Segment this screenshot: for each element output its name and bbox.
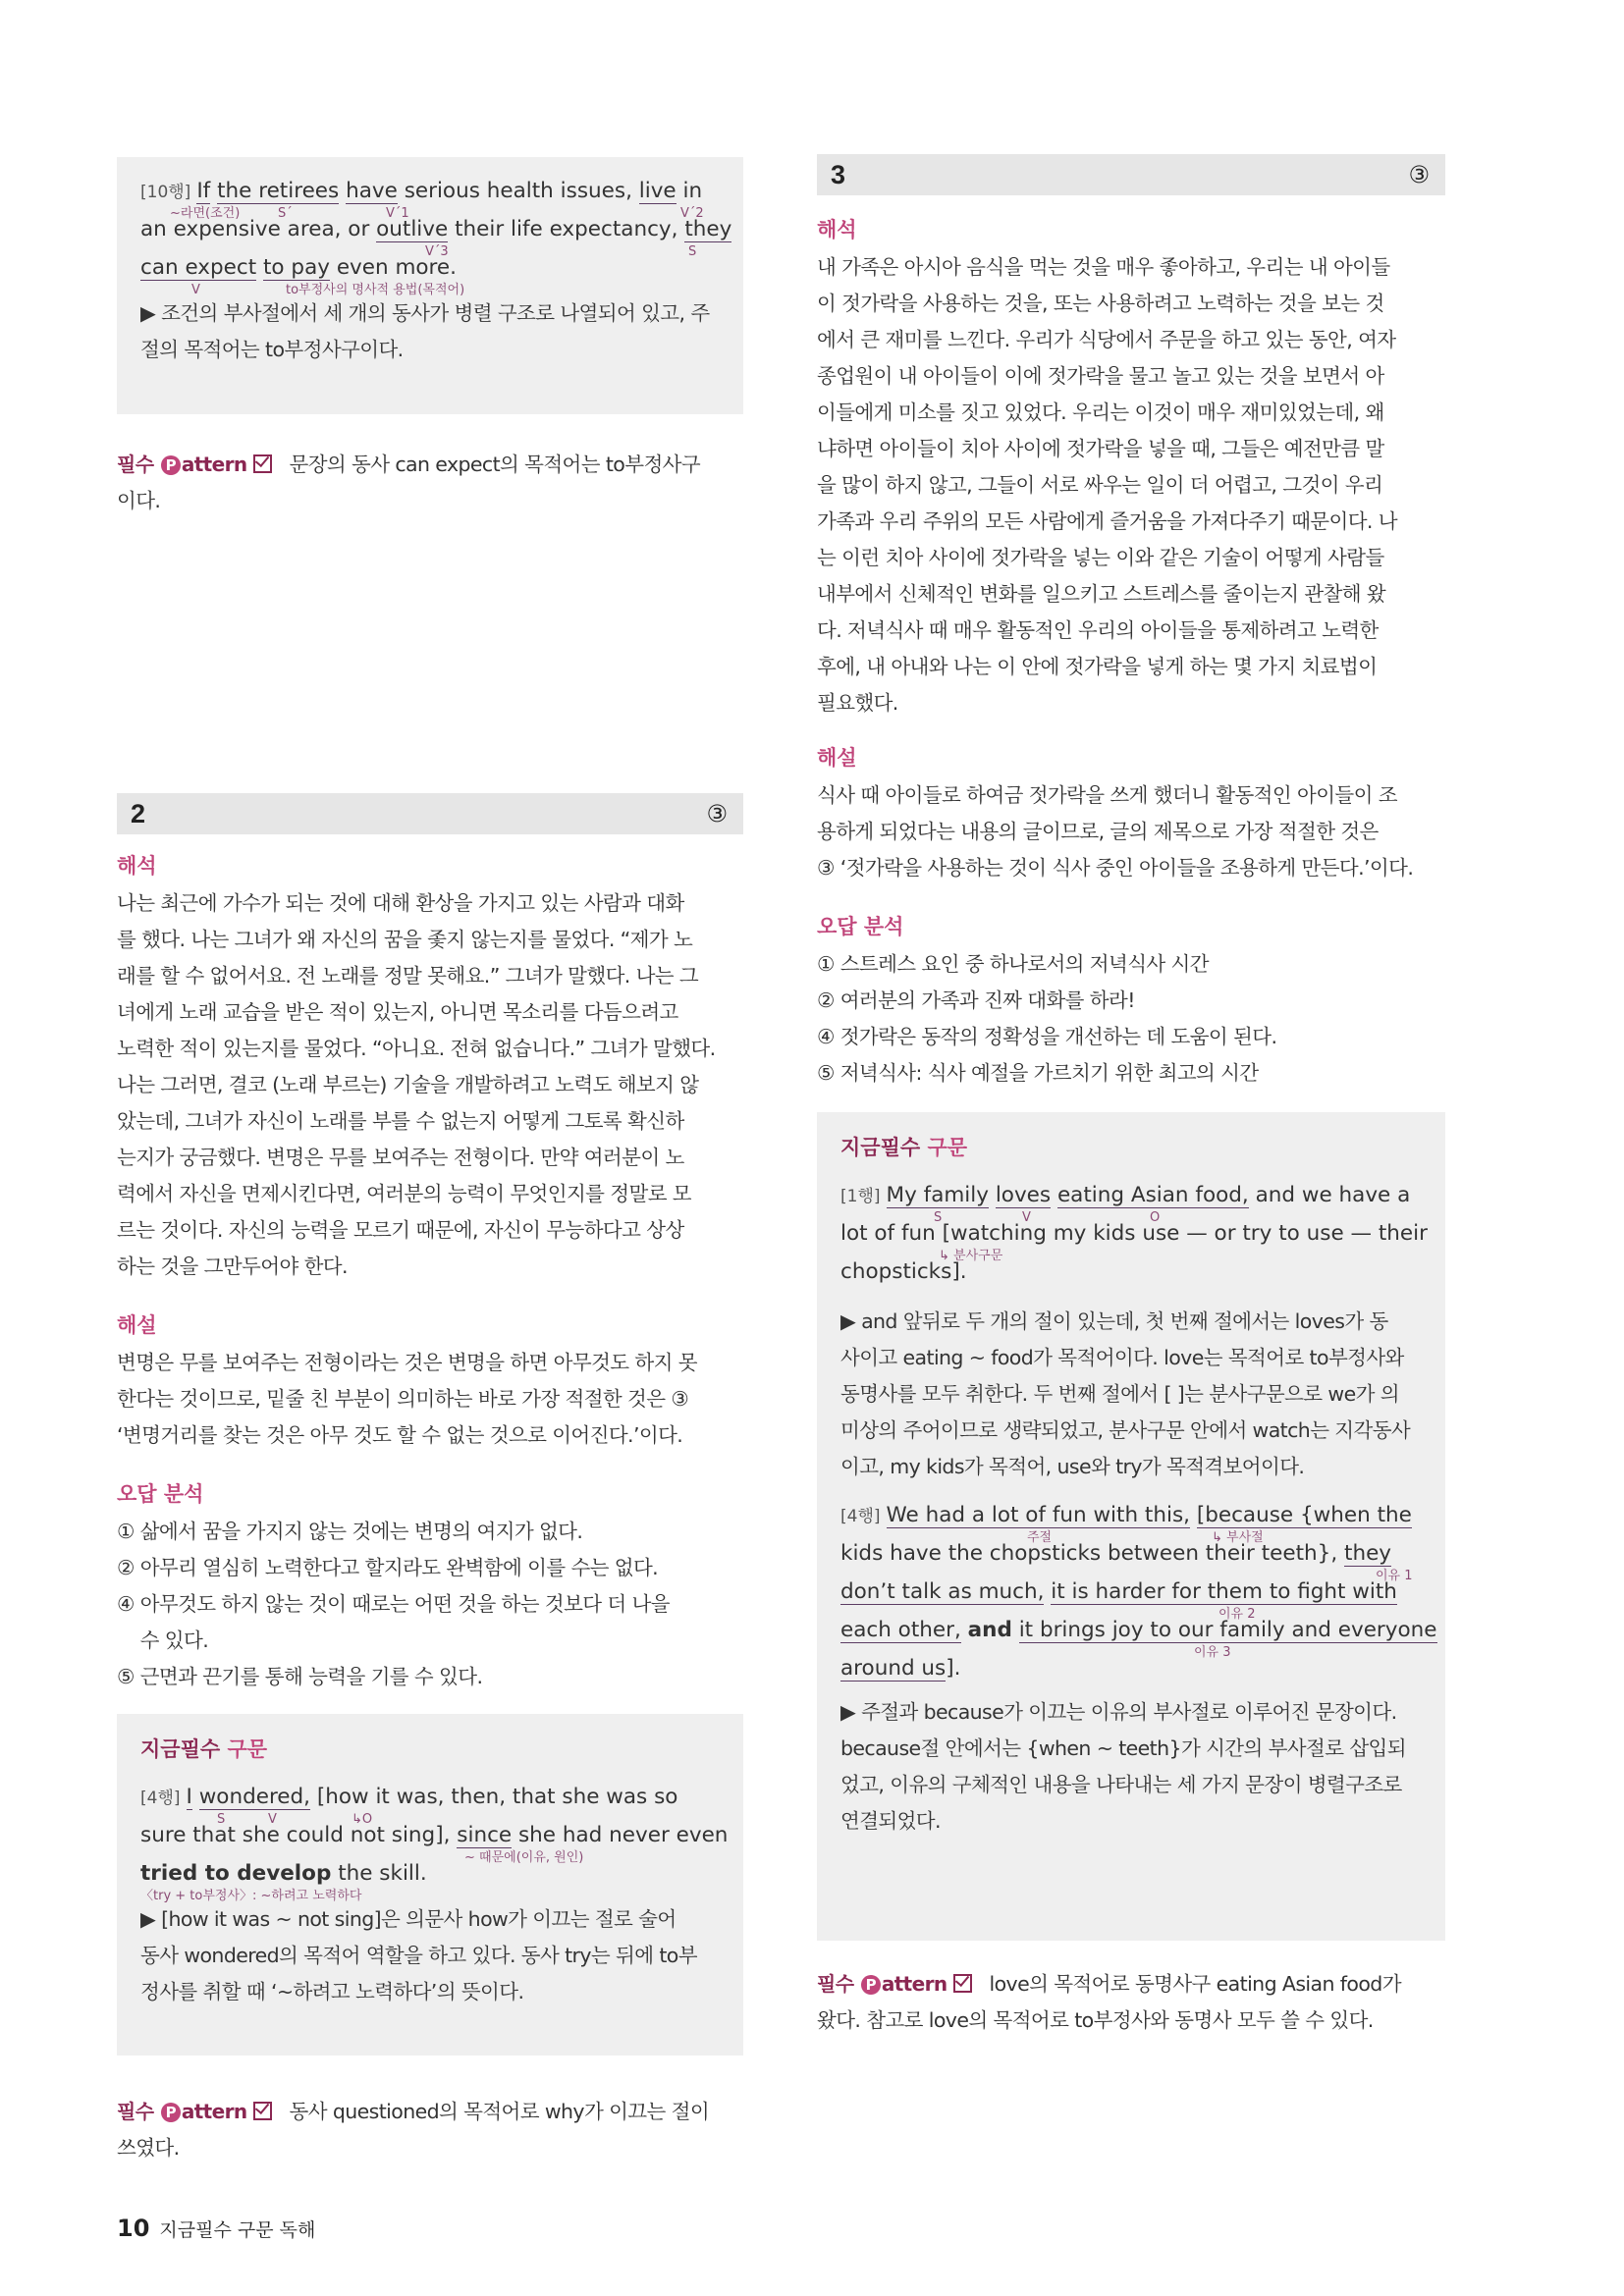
line-ref: [10행] xyxy=(140,183,191,202)
grammar-box-title: 지금필수 구문 xyxy=(840,1136,968,1159)
question-header-3 xyxy=(817,154,1445,195)
note-line: ▶ 조건의 부사절에서 세 개의 동사가 병렬 구조로 나열되어 있고, 주 xyxy=(140,301,710,325)
grammar-box-q2: 지금필수 구문 [4행] I wondered, [how it was, then, that she was so S V ↳O sure that she could not sing], since she had never even ~ 때문에(이유, 원인) tried to develop the skill. 〈try + to부정사〉: ~하려고 노력하다 ▶ [how it was ~ not sing]은 의문사 how가 이끄는 절로 술어 동사 wondered의 목적어 역할을 하고 있다. 동사 try는 뒤에 to부 정사를 취할 때 ‘~하려고 노력하다’의 뜻이다. xyxy=(117,1714,743,2056)
pattern-note-q3: 필수 P attern love의 목적어로 동명사구 eating Asian food가 왔다. 참고로 love의 목적어로 to부정사와 동명사 모두 쓸 수 있다. xyxy=(817,1966,1445,2039)
grammar-box-title: 지금필수 구문 xyxy=(140,1737,268,1761)
book-title: 지금필수 구문 독해 xyxy=(159,2219,316,2241)
annotation-row: ↳ 분사구문 xyxy=(939,1249,1003,1263)
section-title: 오답 분석 xyxy=(117,1482,204,1506)
question-number: 2 xyxy=(131,799,146,828)
answer-mark: ③ xyxy=(706,800,728,828)
page-number: 10 xyxy=(117,2215,150,2242)
annotation-row: S V O xyxy=(934,1210,1161,1225)
phrase-subject: the retirees xyxy=(217,179,340,203)
section-title: 해석 xyxy=(817,218,857,241)
verb-have: have xyxy=(346,179,398,203)
pattern-note-q1: 필수 P attern 문장의 동사 can expect의 목적어는 to부정사구 이다. xyxy=(117,447,743,519)
section-title: 오답 분석 xyxy=(817,915,904,938)
section-title: 해설 xyxy=(817,746,857,770)
annotation-row: ~라면(조건) S´ V´1 V´2 xyxy=(170,206,704,221)
verb-live: live xyxy=(638,179,677,203)
section-title: 해설 xyxy=(117,1313,157,1337)
right-column xyxy=(817,0,1445,2032)
pattern-label: 필수 P attern xyxy=(117,2094,272,2130)
pattern-label: 필수 P attern xyxy=(817,1966,972,2002)
page-footer xyxy=(117,2215,315,2242)
wrong-answer-section: 오답 분석 ① 스트레스 요인 중 하나로서의 저녁식사 시간 ② 여러분의 가족과 진짜 대화를 하라! ④ 젓가락은 동작의 정확성을 개선하는 데 도움이 된다. ⑤ 저녁식사: 식사 예절을 가르치기 위한 최고의 시간 xyxy=(817,907,1445,1092)
verb-outlive: outlive xyxy=(376,217,449,241)
pattern-note-q2: 필수 P attern 동사 questioned의 목적어로 why가 이끄는 절이 쓰였다. xyxy=(117,2094,743,2166)
pattern-label: 필수 P attern xyxy=(117,447,272,483)
annotation-row: 이유 3 xyxy=(1194,1645,1231,1660)
annotation-row: 이유 1 xyxy=(1376,1569,1413,1583)
explanation-section: 해설 식사 때 아이들로 하여금 젓가락을 쓰게 했더니 활동적인 아이들이 조 용하게 되었다는 내용의 글이므로, 글의 제목으로 가장 적절한 것은 ③ ‘젓가락을 사용하는 것이 식사 중인 아이들을 조용하게 만든다.’이다. xyxy=(817,738,1445,886)
note-line: 절의 목적어는 to부정사구이다. xyxy=(140,338,404,361)
annotation-row: S V ↳O xyxy=(217,1812,373,1827)
subject-they: they xyxy=(684,217,732,241)
question-header-2 xyxy=(117,793,743,834)
checkbox-icon xyxy=(253,454,272,473)
annotation-row: V to부정사의 명사적 용법(목적어) xyxy=(191,283,465,297)
translation-section: 해석 내 가족은 아시아 음식을 먹는 것을 매우 좋아하고, 우리는 내 아이들 이 젓가락을 사용하는 것을, 또는 사용하려고 노력하는 것을 보는 것 에서 큰 재미를 느낀다. 우리가 식당에서 주문을 하고 있는 동안, 여자 종업원이 내 아이들이 이에 젓가락을 물고 놀고 있는 것을 보면서 아 이들에게 미소를 짓고 있었다. 우리는 이것이 매우 재미있었는데, 왜 냐하면 아이들이 치아 사이에 젓가락을 넣을 때, 그들은 예전만큼 말 을 많이 하지 않고, 그들이 서로 싸우는 일이 더 어렵고, 그것이 우리 가족과 우리 주위의 모든 사람에게 즐거움을 가져다주기 때문이다. 나 는 이런 치아 사이에 젓가락을 넣는 이와 같은 기술이 어떻게 사람들 내부에서 신체적인 변화를 일으키고 스트레스를 줄이는지 관찰해 왔 다. 저녁식사 때 매우 활동적인 우리의 아이들을 통제하려고 노력한 후에, 내 아내와 나는 이 안에 젓가락을 넣게 하는 몇 가지 치료법이 필요했다. xyxy=(817,210,1445,721)
annotation-row: V´3 S xyxy=(425,244,697,259)
explanation-section: 해설 변명은 무를 보여주는 전형이라는 것은 변명을 하면 아무것도 하지 못 한다는 것이므로, 밑줄 친 부분이 의미하는 바로 가장 적절한 것은 ③ ‘변명거리를 찾는 것은 아무 것도 할 수 없는 것으로 이어진다.’이다. xyxy=(117,1306,743,1454)
answer-mark: ③ xyxy=(1408,161,1430,188)
annotation-row: 〈try + to부정사〉: ~하려고 노력하다 xyxy=(140,1889,362,1903)
word-if: If xyxy=(196,179,211,203)
p-badge-icon: P xyxy=(161,455,181,475)
annotation-row: ~ 때문에(이유, 원인) xyxy=(464,1850,584,1865)
translation-section: 해석 나는 최근에 가수가 되는 것에 대해 환상을 가지고 있는 사람과 대화 를 했다. 나는 그녀가 왜 자신의 꿈을 좇지 않는지를 물었다. “제가 노 래를 할 수 없어서요. 전 노래를 정말 못해요.” 그녀가 말했다. 나는 그 녀에게 노래 교습을 받은 적이 있는지, 아니면 목소리를 다듬으려고 노력한 적이 있는지를 물었다. “아니요. 전혀 없습니다.” 그녀가 말했다. 나는 그러면, 결코 (노래 부르는) 기술을 개발하려고 노력도 해보지 않 았는데, 그녀가 자신이 노래를 부를 수 없는지 어떻게 그토록 확신하 는지가 궁금했다. 변명은 무를 보여주는 전형이다. 만약 여러분이 노 력에서 자신을 면제시킨다면, 여러분의 능력이 무엇인지를 정말로 모 르는 것이다. 자신의 능력을 모르기 때문에, 자신이 무능하다고 상상 하는 것을 그만두어야 한다. xyxy=(117,846,743,1285)
checkbox-icon xyxy=(253,2102,272,2120)
wrong-answer-section: 오답 분석 ① 삶에서 꿈을 가지지 않는 것에는 변명의 여지가 없다. ② 아무리 열심히 노력한다고 할지라도 완벽함에 이를 수는 없다. ④ 아무것도 하지 않는 것이 때로는 어떤 것을 하는 것보다 더 나을 수 있다. ⑤ 근면과 끈기를 통해 능력을 기를 수 있다. xyxy=(117,1474,743,1695)
annotation-row: 주절 ↳ 부사절 xyxy=(1027,1530,1264,1545)
p-badge-icon: P xyxy=(861,1975,881,1995)
p-badge-icon: P xyxy=(161,2103,181,2122)
verb-can-expect: can expect xyxy=(140,255,257,280)
grammar-box-q3: 지금필수 구문 [1행] My family loves eating Asian food, and we have a S V O lot of fun [watching my kids use — or try to use — their ↳ 분사구문 chopsticks]. ▶ and 앞뒤로 두 개의 절이 있는데, 첫 번째 절에서는 loves가 동 사이고 eating ~ food가 목적어이다. love는 목적어로 to부정사와 동명사를 모두 취한다. 두 번째 절에서 [ ]는 분사구문으로 we가 의 미상의 주어이므로 생략되었고, 분사구문 안에서 watch는 지각동사 이고, my kids가 목적어, use와 try가 목적격보어이다. [4행] We had a lot of fun with this, [because {when the 주절 ↳ 부사절 kids have the chopsticks between their teeth}, they 이유 1 don’t talk as much, it is harder for them to fight with 이유 2 each other, and it brings joy to our family and everyone 이유 3 around us]. ▶ 주절과 because가 이끄는 이유의 부사절로 이루어진 문장이다. because절 안에서는 {when ~ teeth}가 시간의 부사절로 삽입되 었고, 이유의 구체적인 내용을 나타내는 세 가지 문장이 병렬구조로 연결되었다. xyxy=(817,1112,1445,1941)
question-number: 3 xyxy=(831,160,846,189)
grammar-box-q1: [10행] If the retirees have serious health issues, live in ~라면(조건) S´ V´1 V´2 an expensive area, or outlive their life expectancy, they V´3 S can expect to pay even more. V to부정사의 명사적 용법(목적어) ▶ 조건의 부사절에서 세 개의 동사가 병렬 구조로 나열되어 있고, 주 절의 목적어는 to부정사구이다. xyxy=(117,157,743,414)
left-column xyxy=(117,0,743,2160)
section-title: 해석 xyxy=(117,854,157,878)
checkbox-icon xyxy=(953,1974,972,1993)
to-infinitive: to pay xyxy=(263,255,330,280)
annotation-row: 이유 2 xyxy=(1218,1607,1256,1622)
